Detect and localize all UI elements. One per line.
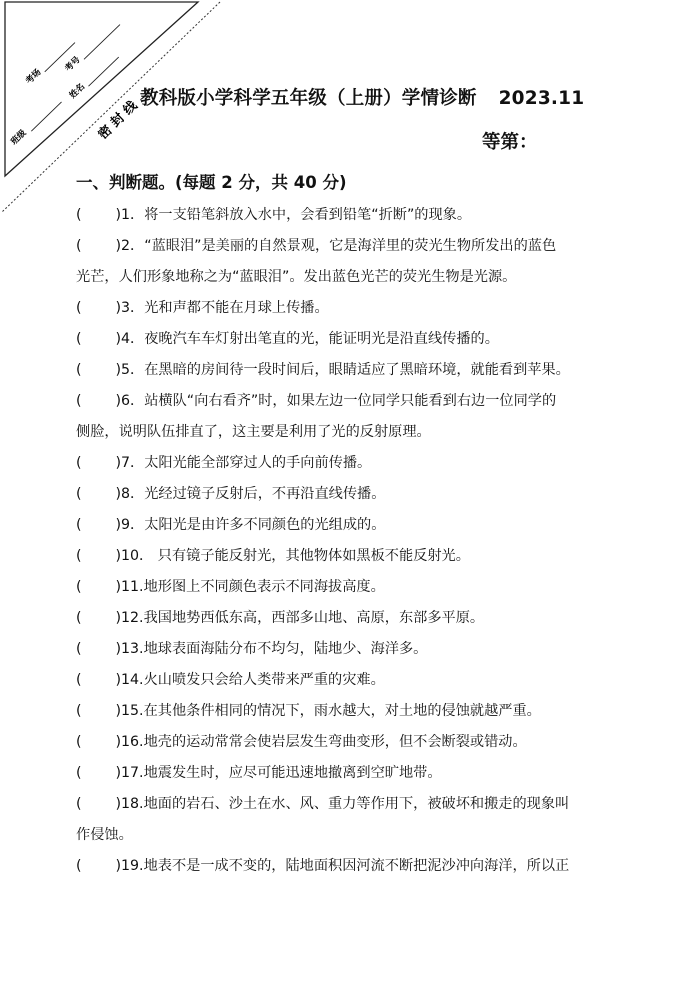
question-item [76,386,636,440]
answer-blank[interactable] [76,479,121,510]
field-label-kaochang: 考场 [24,67,44,87]
question-item [76,510,636,541]
question-item [76,355,636,386]
answer-paren-close: ) [115,610,122,626]
question-text: 19.地表不是一成不变的，陆地面积因河流不断把泥沙冲向海洋，所以正 [121,858,570,874]
question-text: 12.我国地势西低东高，西部多山地、高原，东部多平原。 [121,610,485,626]
question-item [76,200,636,231]
answer-paren-open: ( [76,641,82,657]
answer-paren-open: ( [76,579,82,595]
answer-blank[interactable] [76,541,121,572]
question-text: 9．太阳光是由许多不同颜色的光组成的。 [121,517,386,533]
answer-blank[interactable] [76,200,121,231]
question-item [76,727,636,758]
answer-paren-close: ) [115,486,122,502]
field-label-xingming: 姓名 [67,81,88,101]
question-text: 3．光和声都不能在月球上传播。 [121,300,329,316]
answer-blank[interactable] [76,324,121,355]
question-text: 1．将一支铅笔斜放入水中，会看到铅笔“折断”的现象。 [121,207,472,223]
answer-paren-open: ( [76,548,82,564]
question-text: 7．太阳光能全部穿过人的手向前传播。 [121,455,372,471]
question-text: 17.地震发生时，应尽可能迅速地撤离到空旷地带。 [121,765,442,781]
question-text: 18.地面的岩石、沙土在水、风、重力等作用下，被破坏和搬走的现象叫 [121,796,570,812]
answer-blank[interactable] [76,572,121,603]
answer-paren-close: ) [115,331,122,347]
question-item [76,789,636,843]
answer-blank[interactable] [76,386,121,417]
answer-paren-close: ) [115,207,122,223]
question-item [76,851,636,882]
answer-blank[interactable] [76,789,121,820]
answer-paren-close: ) [115,858,122,874]
answer-blank[interactable] [76,665,121,696]
answer-paren-close: ) [115,548,122,564]
question-item [76,541,636,572]
answer-paren-close: ) [115,765,122,781]
field-label-banji: 班级 [9,128,29,148]
answer-paren-open: ( [76,703,82,719]
answer-paren-close: ) [115,393,122,409]
answer-paren-open: ( [76,455,82,471]
answer-blank[interactable] [76,231,121,262]
answer-paren-close: ) [115,300,122,316]
answer-paren-close: ) [115,641,122,657]
answer-paren-open: ( [76,734,82,750]
field-line-banji [31,102,61,131]
question-item [76,665,636,696]
question-item [76,324,636,355]
question-text-continued: 光芒，人们形象地称之为“蓝眼泪”。发出蓝色光芒的荧光生物是光源。 [76,269,517,285]
question-item [76,293,636,324]
question-item [76,758,636,789]
answer-paren-open: ( [76,207,82,223]
field-label-kaohao: 考号 [63,54,83,74]
answer-blank[interactable] [76,603,121,634]
answer-paren-close: ) [115,703,122,719]
answer-paren-close: ) [115,734,122,750]
seal-text: 密 封 线 [95,98,141,143]
answer-paren-open: ( [76,610,82,626]
question-item [76,572,636,603]
answer-blank[interactable] [76,758,121,789]
question-text: 15.在其他条件相同的情况下，雨水越大，对土地的侵蚀就越严重。 [121,703,541,719]
answer-paren-close: ) [115,362,122,378]
question-text: 14.火山喷发只会给人类带来严重的灾难。 [121,672,385,688]
answer-paren-open: ( [76,765,82,781]
answer-paren-close: ) [115,796,122,812]
page-title [140,84,584,110]
answer-paren-open: ( [76,238,82,254]
title-date: 2023.11 [498,88,585,109]
answer-paren-open: ( [76,300,82,316]
answer-paren-close: ) [115,455,122,471]
answer-blank[interactable] [76,355,121,386]
question-text: 13.地球表面海陆分布不均匀，陆地少、海洋多。 [121,641,428,657]
answer-paren-open: ( [76,393,82,409]
section-title: 一、判断题。(每题 2 分，共 40 分) [76,173,347,192]
question-text: 5．在黑暗的房间待一段时间后，眼睛适应了黑暗环境，就能看到苹果。 [121,362,570,378]
question-text: 8．光经过镜子反射后，不再沿直线传播。 [121,486,386,502]
question-item [76,634,636,665]
answer-blank[interactable] [76,510,121,541]
question-item [76,231,636,285]
question-text: 6．站横队“向右看齐”时，如果左边一位同学只能看到右边一位同学的 [121,393,557,409]
answer-blank[interactable] [76,727,121,758]
answer-blank[interactable] [76,448,121,479]
answer-paren-open: ( [76,517,82,533]
answer-paren-open: ( [76,796,82,812]
question-text: 2．“蓝眼泪”是美丽的自然景观，它是海洋里的荧光生物所发出的蓝色 [121,238,557,254]
question-item [76,448,636,479]
question-item [76,479,636,510]
answer-paren-close: ) [115,672,122,688]
question-item [76,696,636,727]
question-text-continued: 侧脸，说明队伍排直了，这主要是利用了光的反射原理。 [76,424,431,440]
answer-blank[interactable] [76,851,121,882]
answer-paren-close: ) [115,517,122,533]
answer-paren-open: ( [76,331,82,347]
answer-paren-close: ) [115,579,122,595]
title-text: 教科版小学科学五年级（上册）学情诊断 [140,88,477,109]
answer-paren-open: ( [76,858,82,874]
answer-paren-open: ( [76,486,82,502]
answer-paren-open: ( [76,672,82,688]
answer-blank[interactable] [76,293,121,324]
question-text: 11.地形图上不同颜色表示不同海拔高度。 [121,579,385,595]
answer-paren-close: ) [115,238,122,254]
grade-label: 等第： [482,132,538,153]
question-text-continued: 作侵蚀。 [76,827,133,843]
answer-blank[interactable] [76,696,121,727]
question-text: 4．夜晚汽车车灯射出笔直的光，能证明光是沿直线传播的。 [121,331,499,347]
answer-blank[interactable] [76,634,121,665]
answer-paren-open: ( [76,362,82,378]
question-text: 16.地壳的运动常常会使岩层发生弯曲变形，但不会断裂或错动。 [121,734,527,750]
question-item [76,603,636,634]
question-text: 10． 只有镜子能反射光，其他物体如黑板不能反射光。 [121,548,470,564]
field-line-xingming [89,57,119,86]
field-line-kaohao [84,25,120,60]
